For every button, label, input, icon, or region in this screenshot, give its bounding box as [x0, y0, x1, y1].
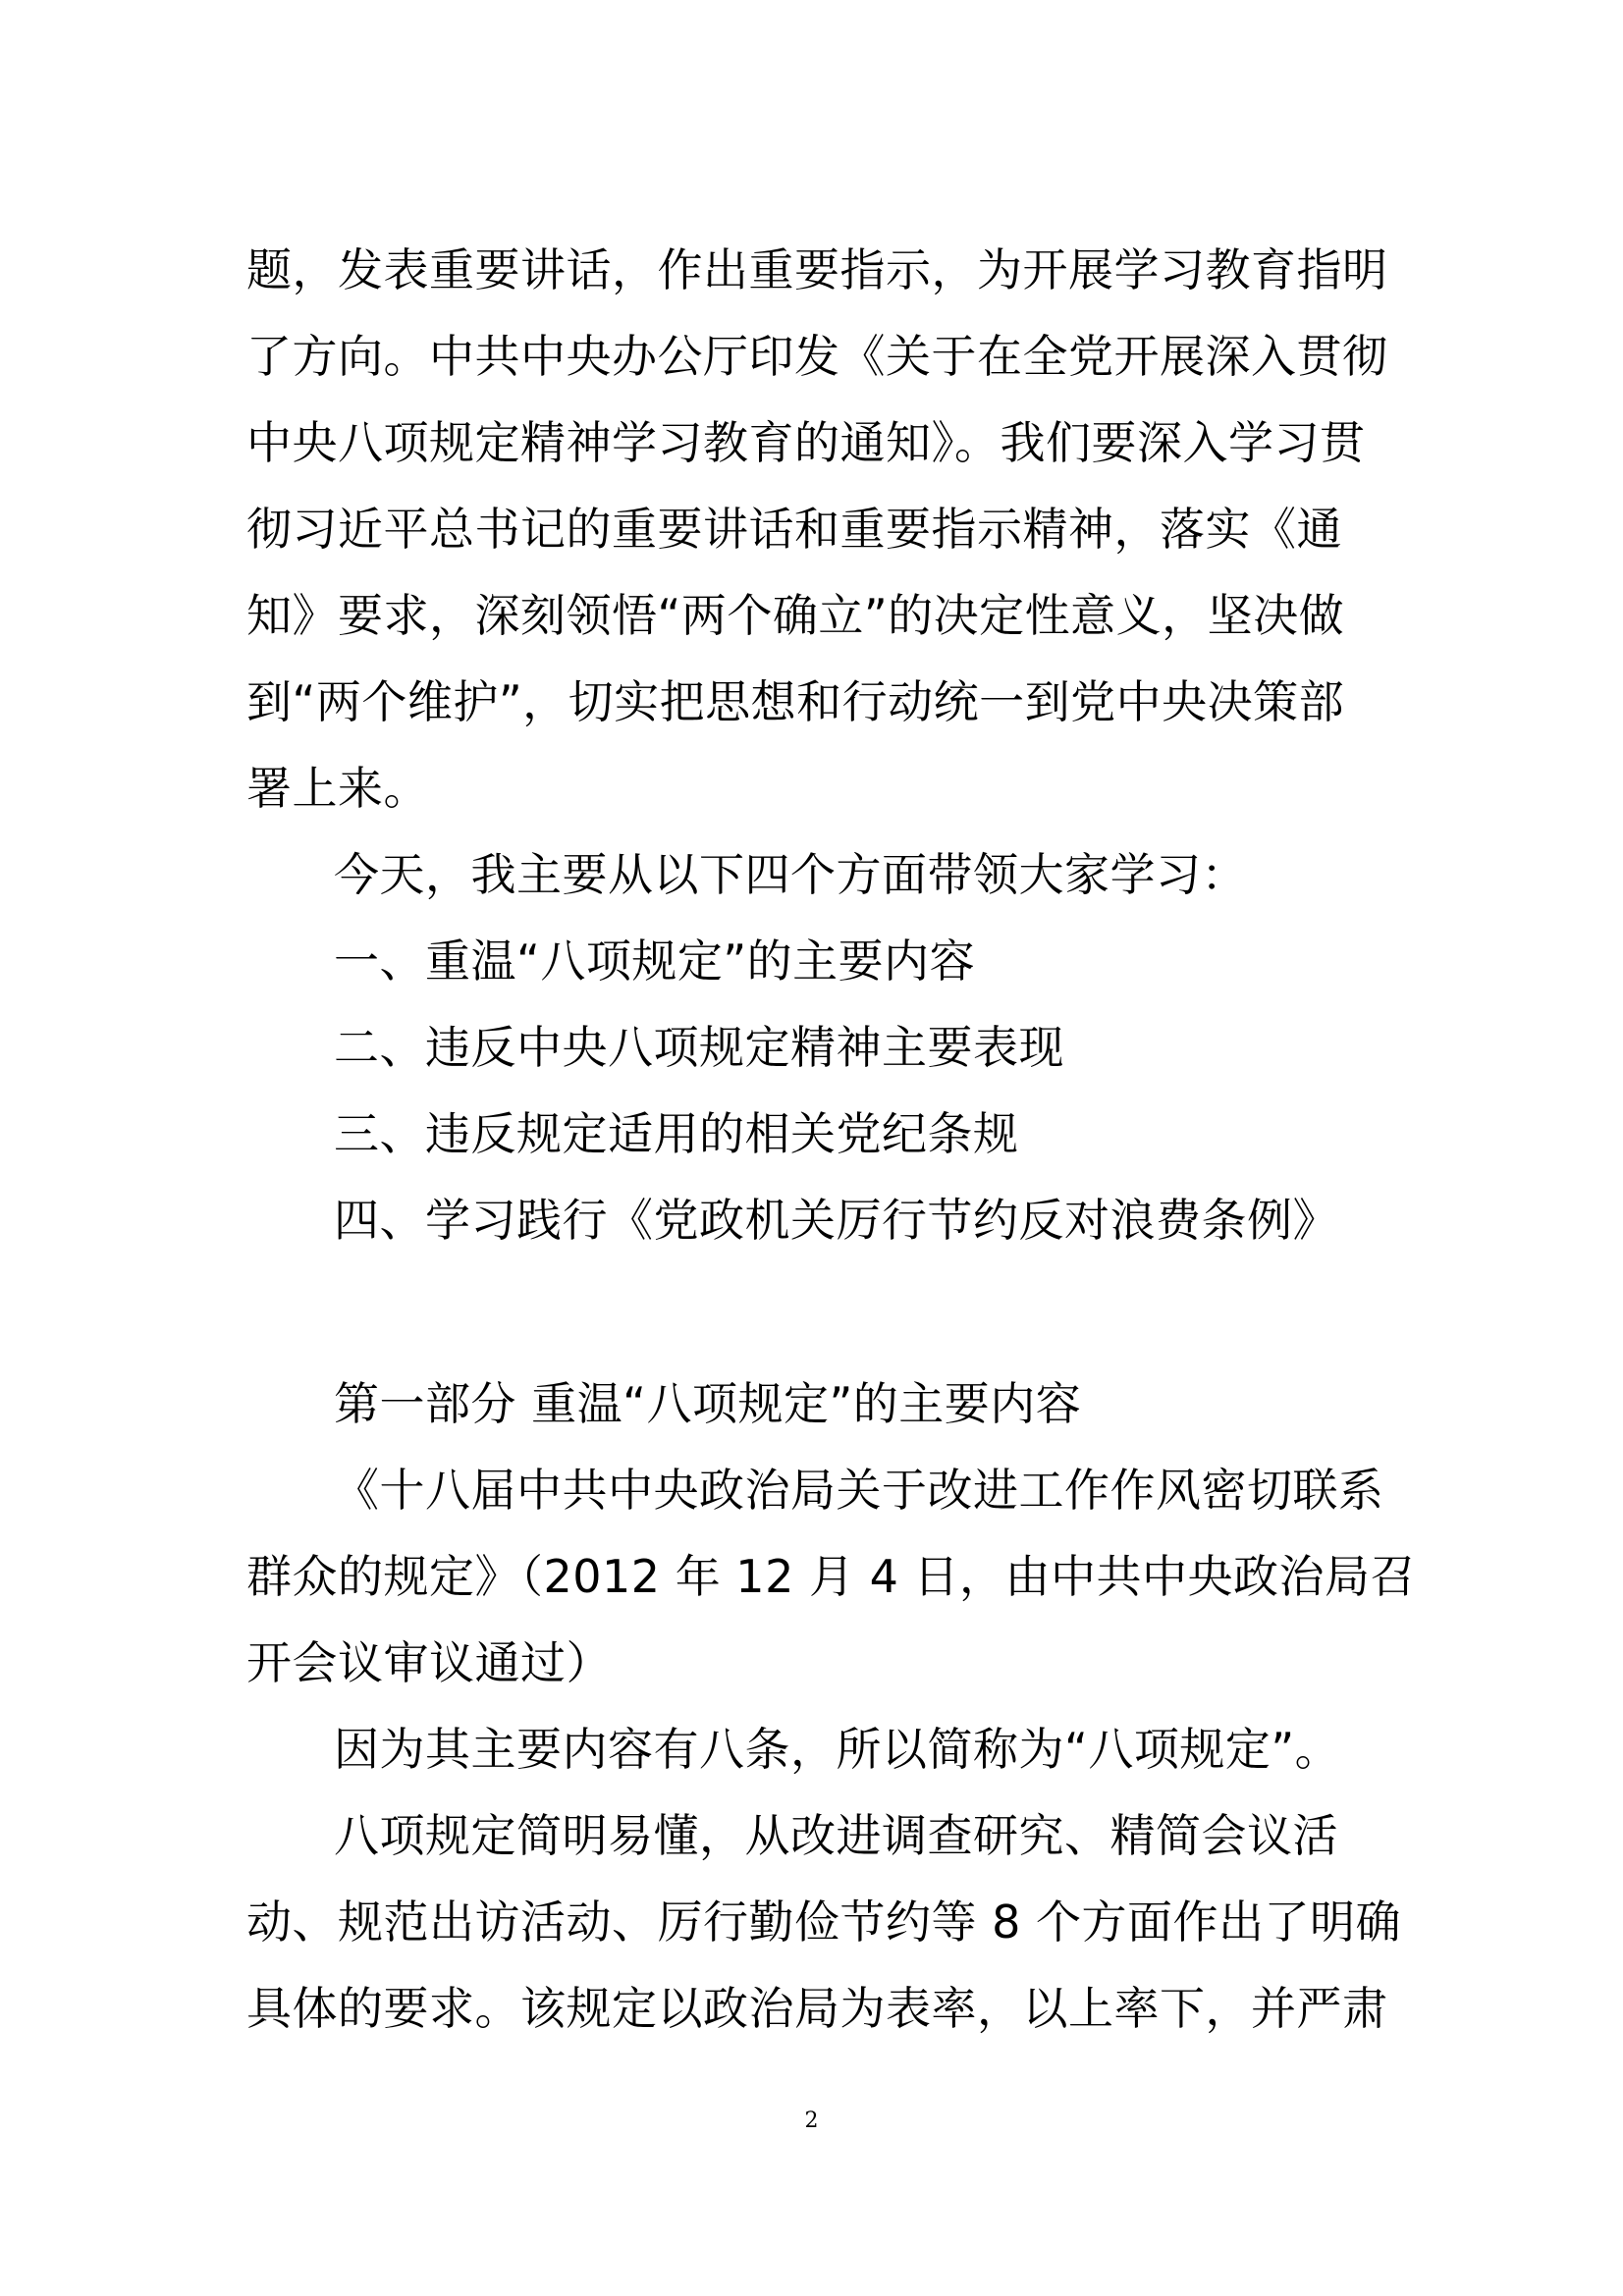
outline-item-1: 一、重温“八项规定”的主要内容: [334, 934, 976, 988]
paragraph-line: 动、规范出访活动、厉行勤俭节约等 8 个方面作出了明确: [246, 1896, 1402, 1949]
paragraph-line: 题，发表重要讲话，作出重要指示，为开展学习教育指明: [246, 243, 1388, 296]
paragraph-line: 署上来。: [246, 762, 429, 815]
paragraph-line: 因为其主要内容有八条，所以简称为“八项规定”。: [334, 1723, 1341, 1776]
page-number: 2: [804, 2109, 819, 2133]
paragraph-line: 中央八项规定精神学习教育的通知》。我们要深入学习贯: [246, 416, 1366, 469]
outline-item-2: 二、违反中央八项规定精神主要表现: [334, 1021, 1064, 1074]
outline-item-3: 三、违反规定适用的相关党纪条规: [334, 1107, 1019, 1160]
paragraph-line: 八项规定简明易懂，从改进调查研究、精简会议活: [334, 1809, 1338, 1862]
paragraph-line: 知》要求，深刻领悟“两个确立”的决定性意义，坚决做: [246, 589, 1345, 642]
outline-item-4: 四、学习践行《党政机关厉行节约反对浪费条例》: [334, 1194, 1338, 1247]
paragraph-line: 到“两个维护”，切实把思想和行动统一到党中央决策部: [246, 675, 1345, 728]
paragraph-line: 开会议审议通过）: [246, 1636, 612, 1689]
paragraph-line: 《十八届中共中央政治局关于改进工作作风密切联系: [334, 1464, 1384, 1517]
paragraph-line: 彻习近平总书记的重要讲话和重要指示精神，落实《通: [246, 503, 1342, 556]
paragraph-line: 群众的规定》（2012 年 12 月 4 日，由中共中央政治局召: [246, 1550, 1416, 1603]
intro-line: 今天，我主要从以下四个方面带领大家学习：: [334, 848, 1247, 901]
paragraph-line: 了方向。中共中央办公厅印发《关于在全党开展深入贯彻: [246, 330, 1388, 383]
section-heading: 第一部分 重温“八项规定”的主要内容: [334, 1377, 1082, 1430]
paragraph-line: 具体的要求。该规定以政治局为表率，以上率下，并严肃: [246, 1982, 1388, 2035]
